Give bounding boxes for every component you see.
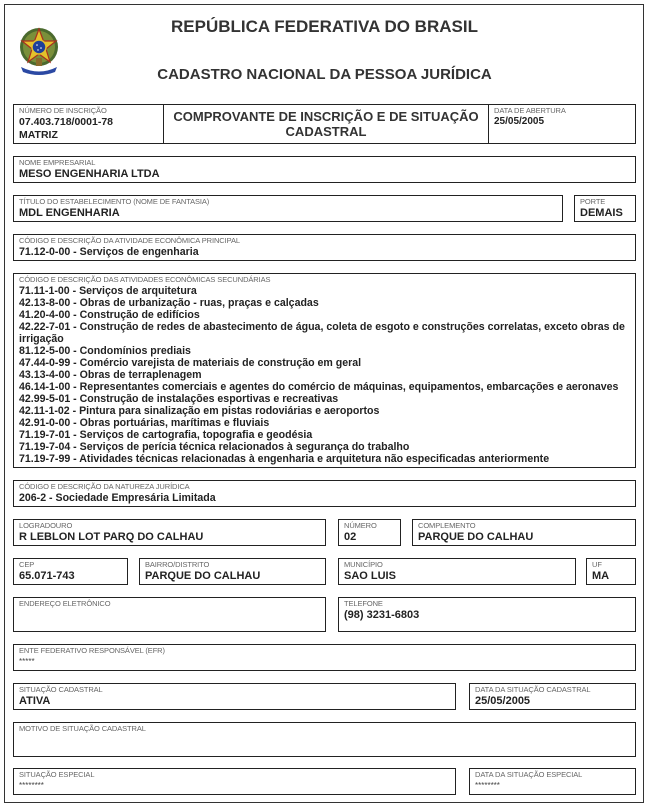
atividade-secundaria-item: 42.91-0-00 - Obras portuárias, marítimas e fluviais bbox=[19, 417, 270, 429]
efr-label: ENTE FEDERATIVO RESPONSÁVEL (EFR) bbox=[19, 646, 165, 655]
country-title: REPÚBLICA FEDERATIVA DO BRASIL bbox=[171, 17, 478, 36]
titulo-value: MDL ENGENHARIA bbox=[19, 207, 120, 219]
telefone-value: (98) 3231-6803 bbox=[344, 609, 420, 621]
atividade-secundaria-item: 71.19-7-01 - Serviços de cartografia, topografia e geodésia bbox=[19, 429, 313, 441]
titulo-label: TÍTULO DO ESTABELECIMENTO (NOME DE FANTASIA) bbox=[19, 197, 210, 206]
document-title-line2: CADASTRAL bbox=[285, 124, 367, 139]
document-title-cell bbox=[163, 104, 489, 144]
natureza-juridica-label: CÓDIGO E DESCRIÇÃO DA NATUREZA JURÍDICA bbox=[19, 482, 190, 491]
natureza-juridica-value: 206-2 - Sociedade Empresária Limitada bbox=[19, 492, 216, 504]
data-situacao-field bbox=[469, 683, 636, 710]
bairro-value: PARQUE DO CALHAU bbox=[145, 570, 261, 582]
data-situacao-especial-label: DATA DA SITUAÇÃO ESPECIAL bbox=[475, 770, 583, 779]
atividade-secundaria-item: 47.44-0-99 - Comércio varejista de materiais de construção em geral bbox=[19, 357, 362, 369]
bairro-label: BAIRRO/DISTRITO bbox=[145, 560, 210, 569]
registry-title: CADASTRO NACIONAL DA PESSOA JURÍDICA bbox=[157, 66, 492, 83]
situacao-especial-value: ******** bbox=[19, 781, 44, 790]
situacao-especial-field bbox=[13, 768, 456, 795]
atividade-secundaria-item: 81.12-5-00 - Condomínios prediais bbox=[19, 345, 191, 357]
situacao-value: ATIVA bbox=[19, 695, 51, 707]
porte-label: PORTE bbox=[580, 197, 606, 206]
document-title-line1: COMPROVANTE DE INSCRIÇÃO E DE SITUAÇÃO bbox=[173, 109, 479, 124]
atividade-principal-field bbox=[13, 234, 636, 261]
logradouro-label: LOGRADOURO bbox=[19, 521, 73, 530]
atividade-secundaria-item: 41.20-4-00 - Construção de edifícios bbox=[19, 309, 200, 321]
municipio-field bbox=[338, 558, 576, 585]
data-situacao-value: 25/05/2005 bbox=[475, 695, 531, 707]
abertura-label: DATA DE ABERTURA bbox=[494, 106, 566, 115]
uf-field bbox=[586, 558, 636, 585]
atividade-secundaria-item: 42.11-1-02 - Pintura para sinalização em pistas rodoviárias e aeroportos bbox=[19, 405, 380, 417]
porte-field bbox=[574, 195, 636, 222]
numero-value: 02 bbox=[344, 531, 357, 543]
nome-empresarial-label: NOME EMPRESARIAL bbox=[19, 158, 96, 167]
atividade-secundaria-item: 71.11-1-00 - Serviços de arquitetura bbox=[19, 285, 197, 297]
atividade-secundaria-item: 71.19-7-99 - Atividades técnicas relacionadas à engenharia e arquitetura não especificadas anteriormente bbox=[19, 453, 550, 465]
situacao-label: SITUAÇÃO CADASTRAL bbox=[19, 685, 103, 694]
data-situacao-label: DATA DA SITUAÇÃO CADASTRAL bbox=[475, 685, 591, 694]
motivo-field bbox=[13, 722, 636, 757]
motivo-label: MOTIVO DE SITUAÇÃO CADASTRAL bbox=[19, 724, 146, 733]
email-label: ENDEREÇO ELETRÔNICO bbox=[19, 599, 111, 608]
municipio-value: SAO LUIS bbox=[344, 570, 396, 582]
inscricao-type: MATRIZ bbox=[19, 129, 58, 141]
atividades-secundarias-field bbox=[13, 273, 636, 468]
atividade-principal-label: CÓDIGO E DESCRIÇÃO DA ATIVIDADE ECONÔMICA PRINCIPAL bbox=[19, 236, 240, 245]
inscricao-field bbox=[13, 104, 164, 144]
situacao-field bbox=[13, 683, 456, 710]
inscricao-label: NÚMERO DE INSCRIÇÃO bbox=[19, 106, 107, 115]
abertura-value: 25/05/2005 bbox=[494, 116, 545, 127]
email-field bbox=[13, 597, 326, 632]
natureza-juridica-field bbox=[13, 480, 636, 507]
numero-field bbox=[338, 519, 401, 546]
atividade-secundaria-item: 42.99-5-01 - Construção de instalações esportivas e recreativas bbox=[19, 393, 339, 405]
atividades-secundarias-label: CÓDIGO E DESCRIÇÃO DAS ATIVIDADES ECONÔMICAS SECUNDÁRIAS bbox=[19, 275, 271, 284]
logradouro-value: R LEBLON LOT PARQ DO CALHAU bbox=[19, 531, 204, 543]
data-situacao-especial-value: ******** bbox=[475, 781, 500, 790]
nome-empresarial-field bbox=[13, 156, 636, 183]
complemento-value: PARQUE DO CALHAU bbox=[418, 531, 534, 543]
atividades-secundarias-list bbox=[19, 285, 630, 465]
cep-value: 65.071-743 bbox=[19, 570, 75, 582]
atividade-principal-value: 71.12-0-00 - Serviços de engenharia bbox=[19, 246, 199, 258]
atividade-secundaria-item: 71.19-7-04 - Serviços de perícia técnica relacionados à segurança do trabalho bbox=[19, 441, 410, 453]
uf-label: UF bbox=[592, 560, 602, 569]
atividade-secundaria-item: 46.14-1-00 - Representantes comerciais e agentes do comércio de máquinas, equipamentos, embarcações e aeronaves bbox=[19, 381, 619, 393]
complemento-field bbox=[412, 519, 636, 546]
telefone-label: TELEFONE bbox=[344, 599, 383, 608]
municipio-label: MUNICÍPIO bbox=[344, 560, 383, 569]
efr-field bbox=[13, 644, 636, 671]
efr-value: ***** bbox=[19, 657, 35, 666]
complemento-label: COMPLEMENTO bbox=[418, 521, 476, 530]
uf-value: MA bbox=[592, 570, 610, 582]
logradouro-field bbox=[13, 519, 326, 546]
data-situacao-especial-field bbox=[469, 768, 636, 795]
atividade-secundaria-item: 42.22-7-01 - Construção de redes de abastecimento de água, coleta de esgoto e construções correlatas, exceto obras de irrigação bbox=[19, 321, 625, 345]
bairro-field bbox=[139, 558, 326, 585]
abertura-field bbox=[488, 104, 636, 144]
atividade-secundaria-item: 43.13-4-00 - Obras de terraplenagem bbox=[19, 369, 202, 381]
nome-empresarial-value: MESO ENGENHARIA LTDA bbox=[19, 168, 160, 180]
porte-value: DEMAIS bbox=[580, 207, 623, 219]
situacao-especial-label: SITUAÇÃO ESPECIAL bbox=[19, 770, 95, 779]
telefone-field bbox=[338, 597, 636, 632]
inscricao-number: 07.403.718/0001-78 bbox=[19, 116, 114, 128]
cep-field bbox=[13, 558, 128, 585]
cep-label: CEP bbox=[19, 560, 35, 569]
titulo-field bbox=[13, 195, 563, 222]
numero-label: NÚMERO bbox=[344, 521, 377, 530]
atividade-secundaria-item: 42.13-8-00 - Obras de urbanização - ruas, praças e calçadas bbox=[19, 297, 319, 309]
